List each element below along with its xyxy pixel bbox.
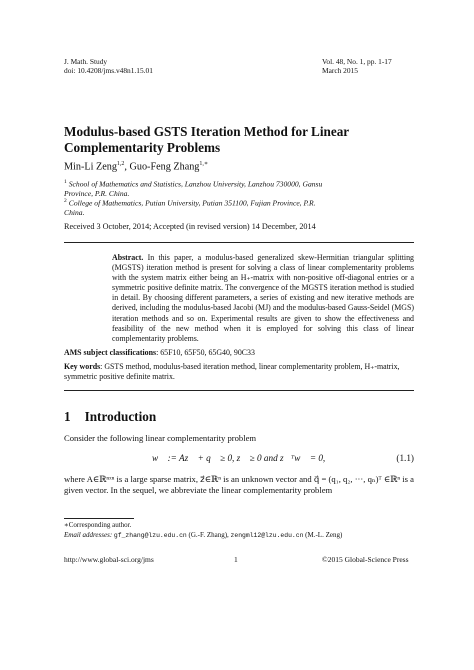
journal-name: J. Math. Study xyxy=(64,57,108,66)
footer-url[interactable]: http://www.global-sci.org/jms xyxy=(64,555,154,564)
section-title: Introduction xyxy=(84,409,157,424)
ams-codes: : 65F10, 65F50, 65G40, 90C33 xyxy=(156,348,255,357)
affiliation-2-line-1: College of Mathematics, Putian University, Putian 351100, Fujian Province, P.R. xyxy=(68,198,316,208)
author-list xyxy=(64,160,208,172)
author-second-sup: 1,∗ xyxy=(199,161,208,167)
author-first: Min-Li Zeng xyxy=(64,161,117,173)
equation-expression: w⃗ := Az⃗ + q⃗ ≥ 0, z⃗ ≥ 0 and z⃗ᵀw⃗ = 0, xyxy=(152,453,326,463)
affiliation-2-number: 2 xyxy=(64,198,67,204)
abstract xyxy=(112,253,414,344)
paper-title xyxy=(64,124,414,156)
footnote-emails xyxy=(64,531,414,540)
keywords-text: : GSTS method, modulus-based iteration method, linear complementarity problem, H₊-matrix, symmetric positive definite matrix. xyxy=(64,362,400,382)
ams-label: AMS subject classifications xyxy=(64,348,157,357)
section-heading xyxy=(64,409,156,425)
doi: doi: 10.4208/jms.v48n1.15.01 xyxy=(64,66,153,75)
top-rule xyxy=(64,242,414,243)
affiliation-2 xyxy=(64,197,414,218)
affiliation-1-number: 1 xyxy=(64,179,67,185)
equation-1-1 xyxy=(64,453,414,467)
abstract-text: In this paper, a modulus-based generalized skew-Hermitian triangular splitting (MGSTS) iteration method is present for solving a class of linear complementarity problems with the system matrix either being an H₊-matrix with non-positive off-diagonal entries or a symmetric positive definite matrix. The convergence of the MGSTS iteration method is studied in detail. By choosing different parameters, a series of existing and new iterative methods are derived, including the modulus-based Jacobi (MJ) and the modulus-based Gauss-Seidel (MGS) iteration methods and so on. Experimental results are given to show the effectiveness and feasibility of the new method when it is employed for solving this class of linear complementarity problems. xyxy=(112,253,414,343)
affiliation-1-line-1: School of Mathematics and Statistics, Lanzhou University, Lanzhou 730000, Gansu xyxy=(68,179,323,189)
ams-classifications xyxy=(64,348,414,358)
journal-header-right xyxy=(322,57,392,75)
affiliation-2-line-2: China. xyxy=(64,208,85,218)
email-zeng-owner: (M.-L. Zeng) xyxy=(305,531,343,539)
keywords-label: Key words xyxy=(64,362,101,371)
key-words xyxy=(64,362,414,382)
title-line-1: Modulus-based GSTS Iteration Method for Linear xyxy=(64,124,350,139)
page-number: 1 xyxy=(234,555,238,564)
intro-sentence: Consider the following linear complementarity problem xyxy=(64,433,257,443)
section-number: 1 xyxy=(64,409,71,424)
journal-header-left xyxy=(64,57,153,75)
body-paragraph: where A∈ℝⁿˣⁿ is a large sparse matrix, z⃗∈ℝⁿ is an unknown vector and q⃗ = (q₁, q₂, ···, qₙ)ᵀ ∈ℝⁿ is a given vector. In the sequel, we abbreviate the linear complementarity problem xyxy=(64,474,414,496)
email-zhang[interactable]: gf_zhang@lzu.edu.cn xyxy=(113,532,187,539)
footnote-corresponding: ∗Corresponding author. xyxy=(64,521,132,529)
abstract-label: Abstract. xyxy=(112,253,144,262)
affiliation-1 xyxy=(64,178,414,199)
email-label: Email addresses: xyxy=(64,531,113,539)
author-first-sup: 1,2 xyxy=(116,161,125,167)
received-dates: Received 3 October, 2014; Accepted (in revised version) 14 December, 2014 xyxy=(64,222,316,231)
affiliation-1-line-2: Province, P.R. China. xyxy=(64,189,130,199)
author-second: Guo-Feng Zhang xyxy=(129,161,200,173)
volume-info: Vol. 48, No. 1, pp. 1-17 xyxy=(322,57,392,66)
issue-date: March 2015 xyxy=(322,66,358,75)
equation-label: (1.1) xyxy=(396,453,414,463)
footer-copyright: ©2015 Global-Science Press xyxy=(322,555,409,564)
author-sep: , xyxy=(124,161,130,173)
email-zeng[interactable]: zengml12@lzu.edu.cn xyxy=(230,532,304,539)
title-line-2: Complementarity Problems xyxy=(64,140,221,155)
bottom-rule xyxy=(64,390,414,391)
email-zhang-owner: (G.-F. Zhang), xyxy=(188,531,229,539)
footnote-rule xyxy=(64,518,134,519)
